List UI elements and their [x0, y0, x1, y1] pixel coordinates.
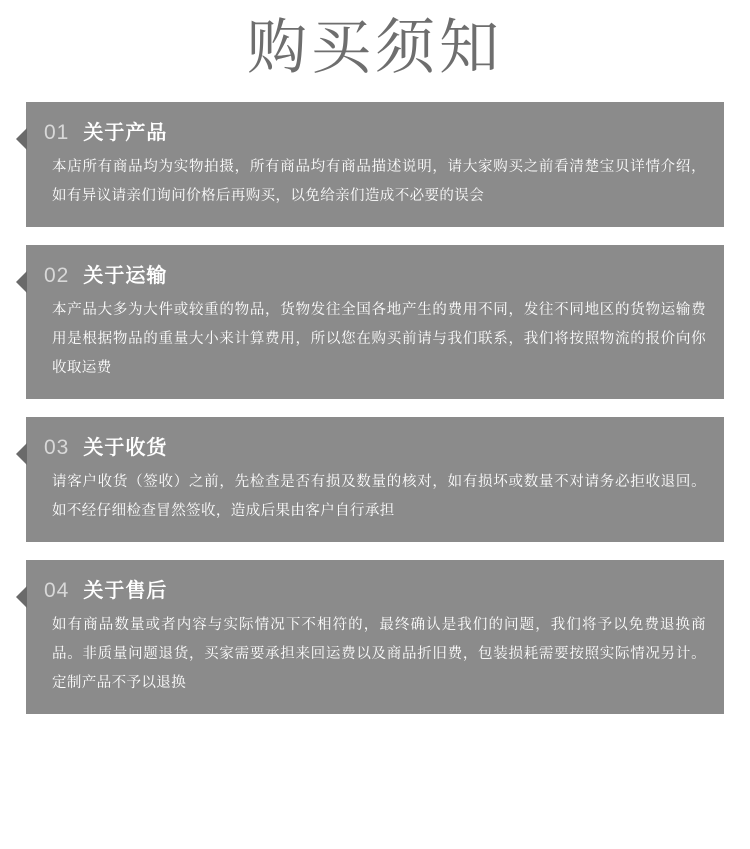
section-header [44, 259, 706, 288]
section-title: 关于售后 [83, 580, 168, 602]
section-header [44, 431, 706, 460]
section-number: 02 [44, 264, 70, 287]
section-title: 关于运输 [83, 265, 168, 287]
notice-sections [0, 102, 750, 714]
section-body: 本产品大多为大件或较重的物品，货物发往全国各地产生的费用不同，发往不同地区的货物运输费用是根据物品的重量大小来计算费用，所以您在购买前请与我们联系，我们将按照物流的报价向你收取运费 [52, 302, 706, 376]
section-body: 请客户收货（签收）之前，先检查是否有损及数量的核对，如有损坏或数量不对请务必拒收退回。如不经仔细检查冒然签收，造成后果由客户自行承担 [52, 474, 706, 519]
notice-section [26, 560, 724, 714]
notice-section [26, 245, 724, 399]
page-title: 购买须知 [247, 14, 503, 81]
section-header [44, 116, 706, 145]
notice-section [26, 102, 724, 227]
section-number: 03 [44, 436, 70, 459]
section-header [44, 574, 706, 603]
notice-section [26, 417, 724, 542]
section-title: 关于产品 [83, 122, 168, 144]
section-number: 04 [44, 579, 70, 602]
section-body: 如有商品数量或者内容与实际情况下不相符的，最终确认是我们的问题，我们将予以免费退换商品。非质量问题退货，买家需要承担来回运费以及商品折旧费，包装损耗需要按照实际情况另计。定制产品不予以退换 [52, 617, 706, 691]
section-number: 01 [44, 121, 70, 144]
section-body: 本店所有商品均为实物拍摄，所有商品均有商品描述说明，请大家购买之前看清楚宝贝详情介绍，如有异议请亲们询问价格后再购买，以免给亲们造成不必要的误会 [52, 159, 706, 204]
section-title: 关于收货 [83, 437, 168, 459]
